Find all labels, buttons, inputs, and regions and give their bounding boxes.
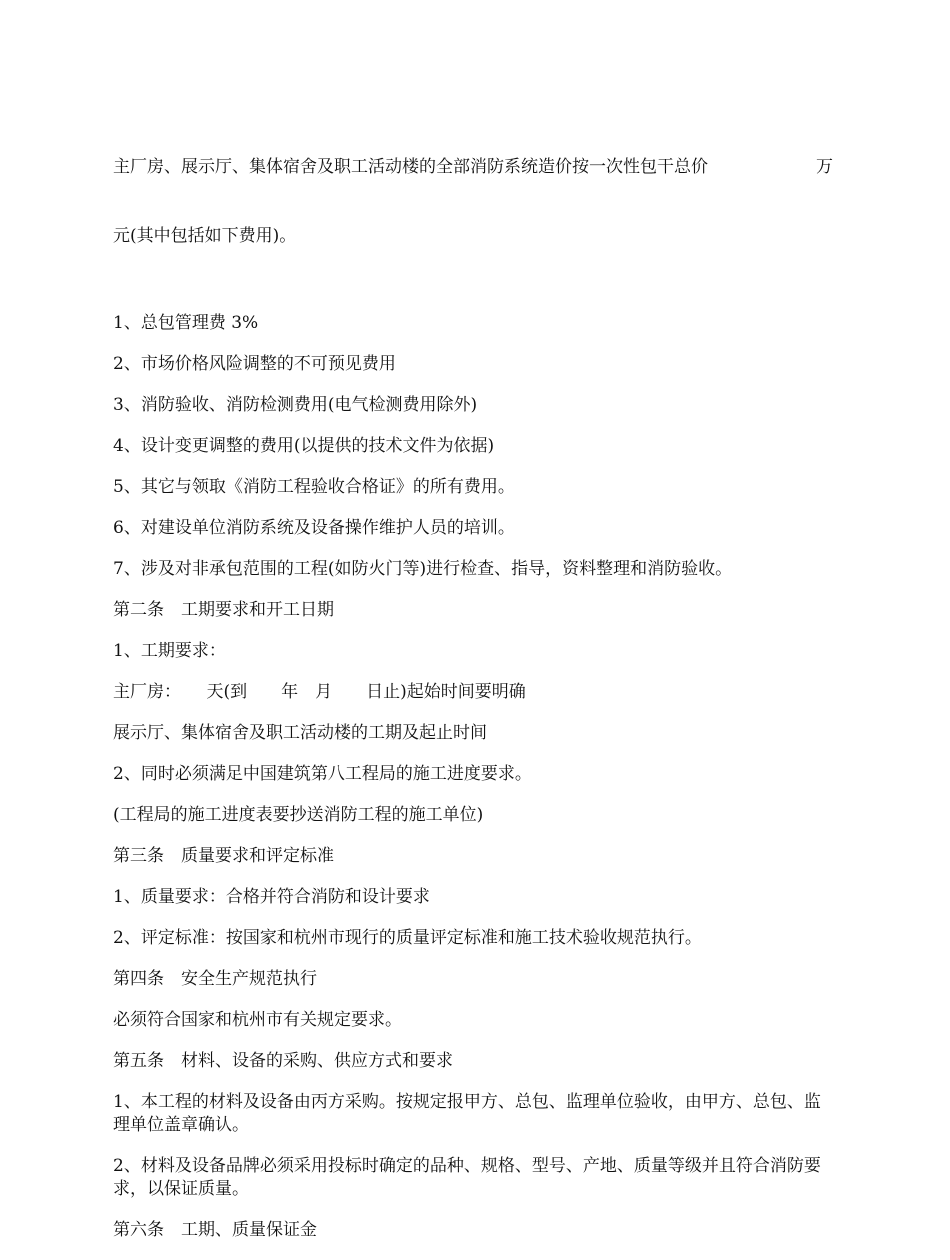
schedule-requirement: 1、工期要求： <box>113 641 226 661</box>
other-buildings-schedule: 展示厅、集体宿舍及职工活动楼的工期及起止时间 <box>113 723 487 743</box>
article-5-heading: 第五条 材料、设备的采购、供应方式和要求 <box>113 1051 453 1071</box>
fee-item-3: 3、消防验收、消防检测费用(电气检测费用除外) <box>113 395 478 415</box>
intro-line-2: 元(其中包括如下费用)。 <box>113 226 297 246</box>
fee-item-7: 7、涉及对非承包范围的工程(如防火门等)进行检查、指导，资料整理和消防验收。 <box>113 559 733 579</box>
article-2-heading: 第二条 工期要求和开工日期 <box>113 600 334 620</box>
fee-item-1: 1、总包管理费 3% <box>113 313 259 333</box>
progress-note: (工程局的施工进度表要抄送消防工程的施工单位) <box>113 805 484 825</box>
fee-item-5: 5、其它与领取《消防工程验收合格证》的所有费用。 <box>113 477 515 497</box>
document-page <box>113 110 833 1260</box>
intro-line-1-unit: 万 <box>816 157 833 177</box>
article-3-heading: 第三条 质量要求和评定标准 <box>113 846 334 866</box>
procurement-item-2: 2、材料及设备品牌必须采用投标时确定的品种、规格、型号、产地、质量等级并且符合消防要求，以保证质量。 <box>113 1156 821 1199</box>
intro-paragraph <box>113 110 833 294</box>
fee-item-2: 2、市场价格风险调整的不可预见费用 <box>113 354 396 374</box>
article-6-heading: 第六条 工期、质量保证金 <box>113 1220 317 1240</box>
article-4-heading: 第四条 安全生产规范执行 <box>113 969 317 989</box>
quality-requirement: 1、质量要求：合格并符合消防和设计要求 <box>113 887 430 907</box>
fee-item-6: 6、对建设单位消防系统及设备操作维护人员的培训。 <box>113 518 515 538</box>
procurement-item-1: 1、本工程的材料及设备由丙方采购。按规定报甲方、总包、监理单位验收，由甲方、总包、监理单位盖章确认。 <box>113 1092 821 1135</box>
intro-line-1 <box>113 156 833 179</box>
progress-requirement: 2、同时必须满足中国建筑第八工程局的施工进度要求。 <box>113 764 532 784</box>
evaluation-standard: 2、评定标准：按国家和杭州市现行的质量评定标准和施工技术验收规范执行。 <box>113 928 702 948</box>
safety-requirement: 必须符合国家和杭州市有关规定要求。 <box>113 1010 402 1030</box>
fee-item-4: 4、设计变更调整的费用(以提供的技术文件为依据) <box>113 436 495 456</box>
intro-line-1-text: 主厂房、展示厅、集体宿舍及职工活动楼的全部消防系统造价按一次性包干总价 <box>113 157 708 177</box>
main-plant-schedule: 主厂房： 天(到 年 月 日止)起始时间要明确 <box>113 682 526 702</box>
